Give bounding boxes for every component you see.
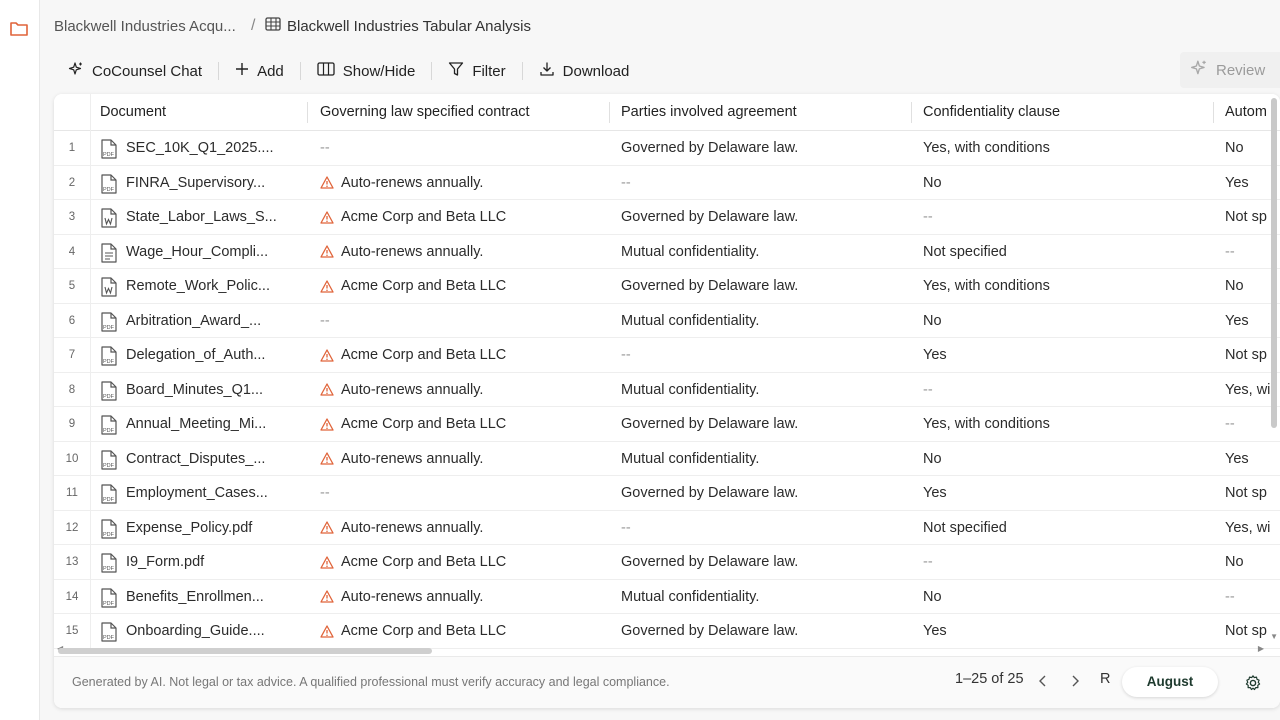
cocounsel-chat-label: CoCounsel Chat	[92, 62, 203, 80]
column-resize-handle[interactable]	[307, 102, 308, 123]
row-number: 14	[54, 580, 91, 614]
auto-renewal-cell[interactable]: Not sp	[1225, 209, 1267, 225]
row-number: 2	[54, 166, 91, 200]
parties-cell[interactable]: Mutual confidentiality.	[621, 243, 760, 260]
document-cell[interactable]	[100, 235, 310, 269]
horizontal-scrollbar[interactable]	[58, 648, 432, 654]
document-cell[interactable]	[100, 476, 310, 510]
table-row[interactable]	[54, 200, 1280, 235]
add-label: Add	[257, 62, 284, 80]
row-number: 11	[54, 476, 91, 510]
parties-cell[interactable]: Governed by Delaware law.	[621, 140, 799, 156]
document-name: SEC_10K_Q1_2025....	[126, 140, 274, 156]
document-cell[interactable]	[100, 511, 310, 545]
table-row[interactable]	[54, 580, 1280, 615]
governing-law-cell[interactable]	[320, 269, 610, 303]
column-resize-handle[interactable]	[609, 102, 610, 123]
auto-renewal-cell[interactable]: Not sp	[1225, 347, 1267, 363]
auto-renewal-cell[interactable]: Yes, wi	[1225, 519, 1271, 536]
governing-law-value: Acme Corp and Beta LLC	[341, 554, 507, 570]
governing-law-cell[interactable]	[320, 614, 610, 648]
governing-law-cell[interactable]	[320, 166, 610, 200]
pdf-icon	[100, 311, 118, 331]
table-row[interactable]	[54, 545, 1280, 580]
governing-law-value: Auto-renews annually.	[341, 381, 484, 398]
download-button[interactable]	[531, 57, 638, 85]
parties-cell[interactable]: Governed by Delaware law.	[621, 278, 799, 294]
pdf-icon	[100, 621, 118, 641]
sparkle-icon	[68, 61, 84, 81]
pdf-icon	[100, 414, 118, 434]
column-header-confidentiality[interactable]: Confidentiality clause	[923, 104, 1061, 120]
auto-renewal-cell[interactable]: No	[1225, 140, 1244, 156]
confidentiality-cell[interactable]: No	[923, 450, 942, 467]
rows-per-page-label: R	[1100, 671, 1111, 687]
table-card	[54, 94, 1280, 708]
warning-icon	[320, 211, 334, 224]
confidentiality-cell[interactable]: Yes, with conditions	[923, 416, 1050, 432]
row-number: 8	[54, 373, 91, 407]
review-button[interactable]	[1180, 52, 1280, 88]
parties-cell[interactable]: Governed by Delaware law.	[621, 623, 799, 639]
show-hide-label: Show/Hide	[342, 62, 416, 80]
governing-law-value: Auto-renews annually.	[341, 243, 484, 260]
governing-law-cell[interactable]	[320, 131, 610, 165]
warning-icon	[320, 349, 334, 362]
document-name: Annual_Meeting_Mi...	[126, 416, 267, 432]
parties-cell[interactable]: Governed by Delaware law.	[621, 209, 799, 225]
warning-icon	[320, 245, 334, 258]
table-row[interactable]	[54, 304, 1280, 339]
svg-text:PDF: PDF	[103, 566, 114, 572]
governing-law-value: Auto-renews annually.	[341, 588, 484, 605]
svg-text:PDF: PDF	[103, 324, 114, 331]
governing-law-cell[interactable]	[320, 338, 610, 372]
document-cell[interactable]	[100, 338, 310, 372]
left-rail	[0, 0, 40, 720]
confidentiality-cell[interactable]: No	[923, 312, 942, 329]
document-name: Benefits_Enrollmen...	[126, 588, 264, 605]
document-cell[interactable]	[100, 304, 310, 338]
auto-renewal-cell[interactable]: --	[1225, 416, 1235, 432]
pdf-icon	[100, 345, 118, 365]
row-number: 10	[54, 442, 91, 476]
confidentiality-cell[interactable]: Yes, with conditions	[923, 140, 1050, 156]
row-number: 15	[54, 614, 91, 648]
table-row[interactable]	[54, 269, 1280, 304]
governing-law-cell[interactable]	[320, 545, 610, 579]
governing-law-cell[interactable]	[320, 442, 610, 476]
pdf-icon	[100, 380, 118, 400]
vertical-scrollbar[interactable]	[1271, 98, 1277, 428]
table-row[interactable]	[54, 373, 1280, 408]
document-name: FINRA_Supervisory...	[126, 174, 266, 191]
auto-renewal-cell[interactable]: Yes	[1225, 174, 1249, 191]
gear-icon[interactable]	[1244, 674, 1262, 697]
word-icon	[100, 276, 118, 296]
column-header-parties[interactable]: Parties involved agreement	[621, 104, 797, 120]
table-row[interactable]	[54, 614, 1280, 649]
toolbar-divider	[218, 62, 219, 80]
auto-renewal-cell[interactable]: No	[1225, 554, 1244, 570]
breadcrumb-parent[interactable]: Blackwell Industries Acqu...	[54, 18, 236, 35]
parties-cell[interactable]: Mutual confidentiality.	[621, 381, 760, 398]
warning-icon	[320, 176, 334, 189]
word-icon	[100, 207, 118, 227]
governing-law-value: Acme Corp and Beta LLC	[341, 623, 507, 639]
row-number: 9	[54, 407, 91, 441]
text-doc-icon	[100, 242, 118, 262]
governing-law-cell[interactable]	[320, 476, 610, 510]
pdf-icon	[100, 138, 118, 158]
document-name: State_Labor_Laws_S...	[126, 209, 277, 225]
toolbar-divider	[431, 62, 432, 80]
governing-law-value: Auto-renews annually.	[341, 519, 484, 536]
parties-cell[interactable]: --	[621, 174, 631, 191]
document-name: Onboarding_Guide....	[126, 623, 265, 639]
document-name: Delegation_of_Auth...	[126, 347, 266, 363]
table-header	[54, 94, 1280, 131]
document-name: Board_Minutes_Q1...	[126, 381, 264, 398]
auto-renewal-cell[interactable]: --	[1225, 588, 1235, 605]
document-name: Remote_Work_Polic...	[126, 278, 270, 294]
governing-law-cell[interactable]	[320, 407, 610, 441]
column-header-auto[interactable]: Autom	[1225, 104, 1267, 120]
filter-button[interactable]	[440, 57, 513, 85]
toolbar-divider	[300, 62, 301, 80]
plus-icon	[235, 62, 249, 80]
filter-icon	[448, 61, 464, 81]
folder-icon[interactable]	[9, 20, 29, 43]
confidentiality-cell[interactable]: --	[923, 209, 933, 225]
parties-cell[interactable]: --	[621, 519, 631, 536]
confidentiality-cell[interactable]: Yes	[923, 347, 947, 363]
governing-law-value: Acme Corp and Beta LLC	[341, 209, 507, 225]
warning-icon	[320, 280, 334, 293]
parties-cell[interactable]: Governed by Delaware law.	[621, 416, 799, 432]
parties-cell[interactable]: Mutual confidentiality.	[621, 588, 760, 605]
breadcrumb-current	[265, 17, 531, 35]
table-row[interactable]	[54, 476, 1280, 511]
confidentiality-cell[interactable]: No	[923, 174, 942, 191]
pagination-label: 1–25 of 25	[955, 671, 1024, 687]
columns-icon	[317, 62, 335, 80]
row-number: 6	[54, 304, 91, 338]
auto-renewal-cell[interactable]: Not sp	[1225, 623, 1267, 639]
svg-text:PDF: PDF	[103, 428, 114, 434]
table-row[interactable]	[54, 511, 1280, 546]
table-row[interactable]	[54, 407, 1280, 442]
row-number-header	[54, 94, 91, 131]
table-footer	[54, 656, 1280, 708]
governing-law-cell[interactable]	[320, 580, 610, 614]
governing-law-value: --	[320, 140, 330, 156]
document-cell[interactable]	[100, 580, 310, 614]
auto-renewal-cell[interactable]: No	[1225, 278, 1244, 294]
warning-icon	[320, 590, 334, 603]
pdf-icon	[100, 587, 118, 607]
breadcrumb-separator: /	[251, 17, 256, 34]
document-cell[interactable]	[100, 269, 310, 303]
page-title: Blackwell Industries Tabular Analysis	[287, 17, 532, 35]
document-name: Contract_Disputes_...	[126, 450, 266, 467]
pdf-icon	[100, 173, 118, 193]
svg-text:PDF: PDF	[103, 359, 114, 365]
parties-cell[interactable]: Mutual confidentiality.	[621, 450, 760, 467]
document-cell[interactable]	[100, 442, 310, 476]
scroll-right-arrow-icon[interactable]: ▶	[1257, 644, 1264, 653]
governing-law-cell[interactable]	[320, 304, 610, 338]
warning-icon	[320, 556, 334, 569]
table-row[interactable]	[54, 338, 1280, 373]
governing-law-value: --	[320, 312, 330, 329]
row-number: 3	[54, 200, 91, 234]
month-pill[interactable]: August	[1122, 667, 1218, 697]
column-header-document[interactable]: Document	[100, 104, 167, 120]
auto-renewal-cell[interactable]: Yes, wi	[1225, 381, 1271, 398]
breadcrumb	[40, 0, 1280, 54]
svg-text:PDF: PDF	[103, 462, 114, 469]
row-number: 5	[54, 269, 91, 303]
document-name: Wage_Hour_Compli...	[126, 243, 269, 260]
document-name: I9_Form.pdf	[126, 554, 205, 570]
svg-text:PDF: PDF	[103, 393, 114, 400]
pdf-icon	[100, 449, 118, 469]
previous-page-icon[interactable]	[1035, 673, 1051, 689]
filter-label: Filter	[472, 62, 506, 80]
document-name: Expense_Policy.pdf	[126, 519, 253, 536]
svg-text:PDF: PDF	[103, 497, 114, 503]
pdf-icon	[100, 518, 118, 538]
toolbar	[60, 56, 637, 86]
governing-law-value: Auto-renews annually.	[341, 450, 484, 467]
column-resize-handle[interactable]	[1213, 102, 1214, 123]
parties-cell[interactable]: Governed by Delaware law.	[621, 554, 799, 570]
warning-icon	[320, 452, 334, 465]
scroll-down-arrow-icon[interactable]: ▼	[1270, 632, 1278, 641]
parties-cell[interactable]: Governed by Delaware law.	[621, 485, 799, 501]
document-cell[interactable]	[100, 166, 310, 200]
row-number: 13	[54, 545, 91, 579]
table-row[interactable]	[54, 235, 1280, 270]
confidentiality-cell[interactable]: Not specified	[923, 519, 1007, 536]
document-cell[interactable]	[100, 614, 310, 648]
auto-renewal-cell[interactable]: Yes	[1225, 450, 1249, 467]
svg-text:PDF: PDF	[103, 600, 114, 607]
sparkle-icon	[1190, 59, 1208, 81]
document-cell[interactable]	[100, 373, 310, 407]
add-button[interactable]	[227, 57, 292, 85]
governing-law-value: Acme Corp and Beta LLC	[341, 347, 507, 363]
download-icon	[539, 61, 555, 81]
confidentiality-cell[interactable]: --	[923, 554, 933, 570]
confidentiality-cell[interactable]: Yes	[923, 623, 947, 639]
auto-renewal-cell[interactable]: Yes	[1225, 312, 1249, 329]
parties-cell[interactable]: --	[621, 347, 631, 363]
document-cell[interactable]	[100, 545, 310, 579]
row-number: 7	[54, 338, 91, 372]
svg-text:PDF: PDF	[103, 635, 114, 641]
governing-law-cell[interactable]	[320, 200, 610, 234]
governing-law-cell[interactable]	[320, 511, 610, 545]
confidentiality-cell[interactable]: Not specified	[923, 243, 1007, 260]
confidentiality-cell[interactable]: Yes, with conditions	[923, 278, 1050, 294]
document-cell[interactable]	[100, 200, 310, 234]
column-header-governing-law[interactable]: Governing law specified contract	[320, 104, 530, 120]
governing-law-cell[interactable]	[320, 373, 610, 407]
download-label: Download	[562, 62, 630, 80]
cocounsel-chat-button[interactable]	[60, 57, 210, 85]
auto-renewal-cell[interactable]: Not sp	[1225, 485, 1267, 501]
pdf-icon	[100, 552, 118, 572]
column-resize-handle[interactable]	[911, 102, 912, 123]
warning-icon	[320, 625, 334, 638]
governing-law-value: Acme Corp and Beta LLC	[341, 416, 507, 432]
confidentiality-cell[interactable]: Yes	[923, 485, 947, 501]
row-number: 12	[54, 511, 91, 545]
next-page-icon[interactable]	[1067, 673, 1083, 689]
document-cell[interactable]	[100, 131, 310, 165]
table-row[interactable]	[54, 166, 1280, 201]
row-number: 1	[54, 131, 91, 165]
toolbar-divider	[522, 62, 523, 80]
governing-law-value: Acme Corp and Beta LLC	[341, 278, 507, 294]
svg-text:PDF: PDF	[103, 186, 114, 193]
document-cell[interactable]	[100, 407, 310, 441]
parties-cell[interactable]: Mutual confidentiality.	[621, 312, 760, 329]
auto-renewal-cell[interactable]: --	[1225, 243, 1235, 260]
warning-icon	[320, 418, 334, 431]
svg-text:PDF: PDF	[103, 531, 114, 538]
review-label: Review	[1216, 61, 1266, 79]
governing-law-value: --	[320, 485, 330, 501]
pdf-icon	[100, 483, 118, 503]
document-name: Arbitration_Award_...	[126, 312, 262, 329]
warning-icon	[320, 383, 334, 396]
show-hide-button[interactable]	[309, 57, 424, 85]
document-name: Employment_Cases...	[126, 485, 268, 501]
table-row[interactable]	[54, 442, 1280, 477]
row-number: 4	[54, 235, 91, 269]
ai-disclaimer: Generated by AI. Not legal or tax advice. A qualified professional must verify accuracy and legal compliance.	[72, 675, 670, 689]
confidentiality-cell[interactable]: No	[923, 588, 942, 605]
table-row[interactable]	[54, 131, 1280, 166]
governing-law-value: Auto-renews annually.	[341, 174, 484, 191]
svg-text:PDF: PDF	[103, 152, 114, 158]
confidentiality-cell[interactable]: --	[923, 381, 933, 398]
table-icon	[265, 17, 281, 35]
governing-law-cell[interactable]	[320, 235, 610, 269]
warning-icon	[320, 521, 334, 534]
